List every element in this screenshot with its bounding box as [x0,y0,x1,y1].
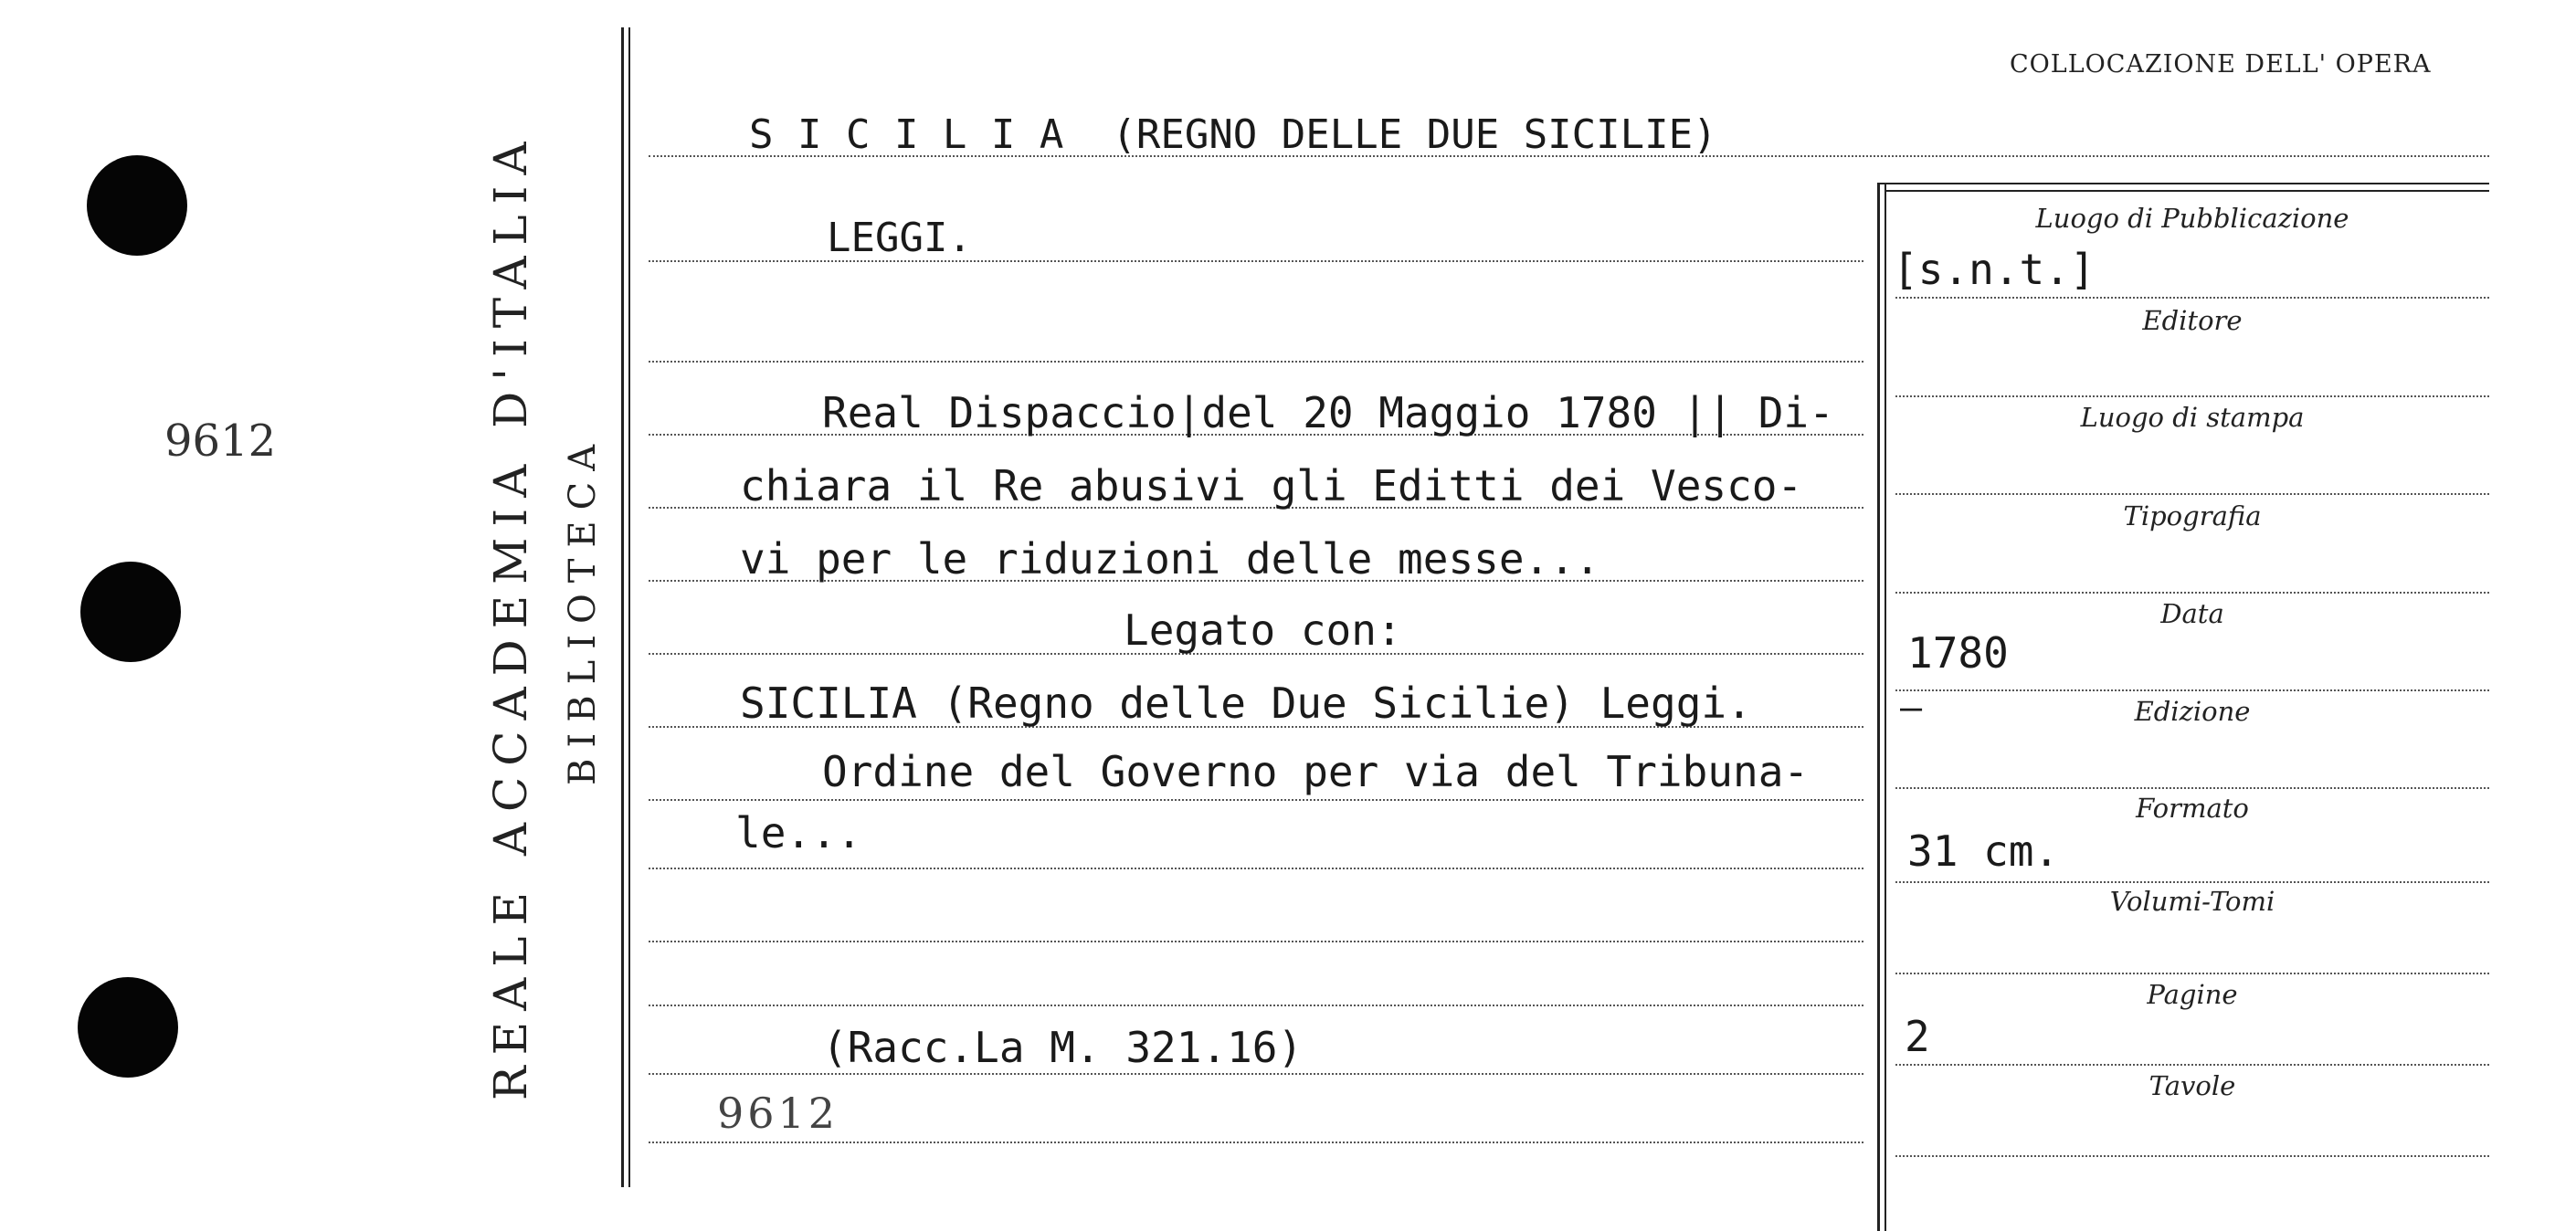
collocazione-label: COLLOCAZIONE DELL' OPERA [2010,50,2432,79]
field-label-data: Data [2160,598,2224,629]
field-rule [1895,297,2489,299]
rule-line [649,1142,1863,1143]
fields-top-rule [1877,183,2489,184]
card-subheading: LEGGI. [827,215,972,261]
body-line-2: chiara il Re abusivi gli Editti dei Vesco- [740,461,1803,510]
rule-line [649,799,1863,801]
field-rule [1895,1155,2489,1157]
rule-line [649,361,1863,363]
field-label-luogo-pubblicazione: Luogo di Pubblicazione [2035,203,2349,234]
right-border-line [1877,183,1880,1231]
rule-line [649,1005,1863,1006]
right-border-line-inner [1884,183,1886,1231]
body-line-4: Legato con: [1124,605,1402,655]
field-value-pagine: 2 [1905,1012,1930,1061]
body-line-1: Real Dispaccio|del 20 Maggio 1780 || Di- [822,388,1834,437]
field-label-luogo-stampa: Luogo di stampa [2080,402,2305,433]
field-label-formato: Formato [2136,793,2249,824]
punch-hole-bottom [78,977,178,1078]
fields-top-rule-2 [1884,190,2489,192]
punch-hole-middle [80,562,181,662]
left-border-line-inner [628,27,630,1187]
field-rule [1895,973,2489,974]
field-value-luogo-pubblicazione: [s.n.t.] [1893,245,2096,294]
shelfmark: (Racc.La M. 321.16) [822,1023,1304,1072]
rule-line [649,1073,1863,1075]
body-line-5: SICILIA (Regno delle Due Sicilie) Leggi. [740,679,1752,728]
field-rule [1895,787,2489,789]
rule-line [649,868,1863,869]
field-rule [1895,881,2489,883]
field-label-tipografia: Tipografia [2123,500,2262,531]
field-rule [1895,689,2489,691]
rule-line [649,941,1863,942]
field-rule [1895,493,2489,495]
field-rule [1895,395,2489,397]
institution-name: REALE ACCADEMIA D'ITALIA [484,131,537,1100]
punch-hole-top [87,155,187,256]
field-label-tavole: Tavole [2148,1070,2236,1101]
body-line-6: Ordine del Governo per via del Tribuna- [822,747,1810,796]
card-heading: S I C I L I A (REGNO DELLE DUE SICILIE) [749,111,1717,158]
body-line-3: vi per le riduzioni delle messe... [740,534,1600,584]
field-label-pagine: Pagine [2147,979,2238,1010]
field-label-volumi-tomi: Volumi-Tomi [2109,886,2275,917]
field-value-data: 1780 [1907,628,2009,678]
field-label-edizione: Edizione [2134,696,2251,727]
field-value-formato: 31 cm. [1907,826,2060,876]
field-value-edizione: — [1900,687,1923,729]
library-name: BIBLIOTECA [562,433,604,785]
body-line-7: le... [735,808,862,857]
margin-catalog-number: 9612 [164,416,277,467]
stamp-number: 9612 [717,1089,839,1138]
field-rule [1895,592,2489,594]
field-rule [1895,1064,2489,1066]
field-label-editore: Editore [2142,305,2243,336]
left-border-line [621,27,624,1187]
